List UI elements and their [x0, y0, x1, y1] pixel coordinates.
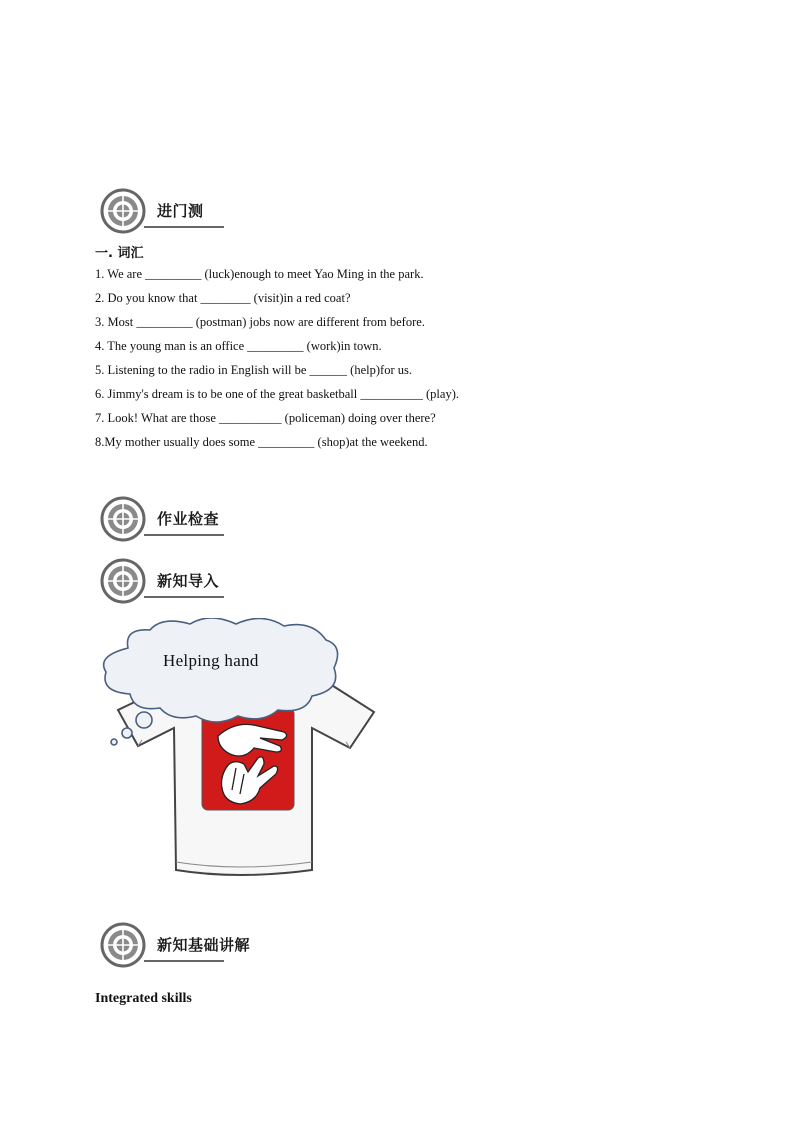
target-icon: [100, 188, 146, 234]
target-icon: [100, 496, 146, 542]
section-header-new-basics: [100, 922, 251, 968]
section-underline: [144, 534, 224, 536]
target-icon: [100, 922, 146, 968]
section-title: 新知基础讲解: [157, 936, 251, 954]
vocab-item: 6. Jimmy's dream is to be one of the great basketball __________ (play).: [95, 387, 459, 401]
section-underline: [144, 226, 224, 228]
vocab-item: 5. Listening to the radio in English will be ______ (help)for us.: [95, 363, 412, 377]
vocab-item: 4. The young man is an office _________ (work)in town.: [95, 339, 382, 353]
section-title: 新知导入: [157, 572, 220, 590]
section-title: 进门测: [157, 202, 204, 220]
vocab-item: 3. Most _________ (postman) jobs now are different from before.: [95, 315, 425, 329]
section-underline: [144, 596, 224, 598]
integrated-skills-heading: Integrated skills: [95, 991, 192, 1006]
section-header-new-intro: [100, 558, 225, 604]
vocab-item: 7. Look! What are those __________ (policeman) doing over there?: [95, 411, 436, 425]
section-header-homework-check: [100, 496, 225, 542]
vocab-heading: 一. 词汇: [95, 246, 144, 261]
vocab-item: 8.My mother usually does some _________ (shop)at the weekend.: [95, 435, 428, 449]
section-title: 作业检查: [157, 510, 220, 528]
vocab-item: 2. Do you know that ________ (visit)in a red coat?: [95, 291, 351, 305]
section-header-entry-test: [100, 188, 225, 234]
target-icon: [100, 558, 146, 604]
vocab-item: 1. We are _________ (luck)enough to meet Yao Ming in the park.: [95, 267, 424, 281]
vocab-exercise-list: [95, 265, 715, 457]
cloud-text: Helping hand: [163, 651, 259, 670]
section-underline: [144, 960, 224, 962]
